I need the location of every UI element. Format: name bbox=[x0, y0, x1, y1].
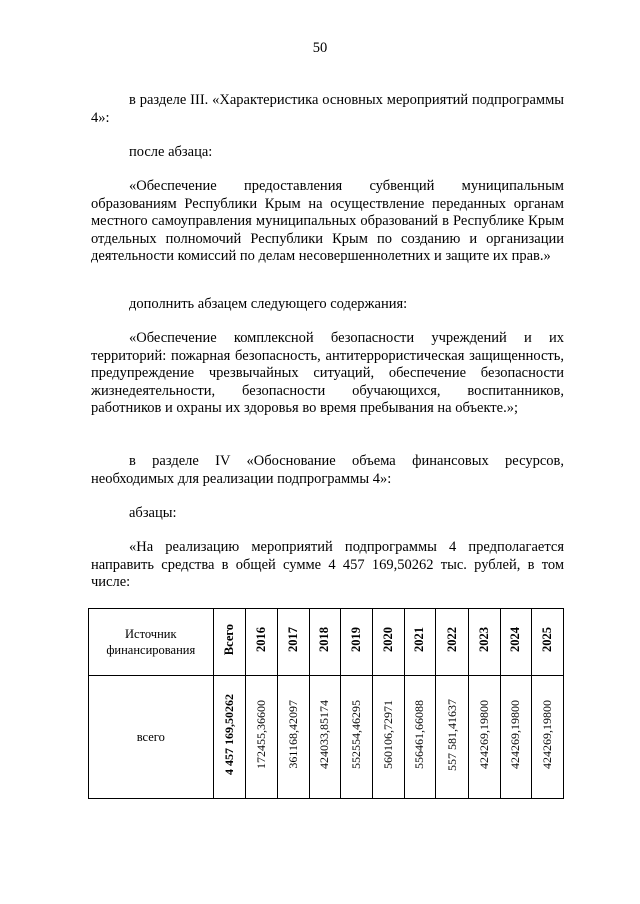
value-cell-2016: 172455,36600 bbox=[246, 676, 278, 799]
paragraph-after-clause: после абзаца: bbox=[129, 144, 213, 160]
year-header-2023: 2023 bbox=[468, 609, 500, 676]
year-header-2019: 2019 bbox=[341, 609, 373, 676]
year-header-2016: 2016 bbox=[246, 609, 278, 676]
paragraph-quoted-subventions: «Обеспечение предоставления субвенций муниципальным образованиям Республики Крым на осуществление переданных органам местного самоуправления муниципальных образований в Республике Крым отдельных полномочий Республики Крым по созданию и организации деятельности комиссий по делам несовершеннолетних и защите их прав.» bbox=[91, 178, 564, 264]
financing-table bbox=[88, 608, 564, 799]
value-cell-2019: 552554,46295 bbox=[341, 676, 373, 799]
value-cell-2017: 361168,42097 bbox=[277, 676, 309, 799]
total-value-cell bbox=[213, 676, 246, 799]
table-header-row bbox=[89, 609, 564, 676]
source-header: Источник финансирования bbox=[89, 609, 214, 676]
value-cell-2023: 424269,19800 bbox=[468, 676, 500, 799]
year-header-2024: 2024 bbox=[500, 609, 532, 676]
table-row bbox=[89, 676, 564, 799]
year-header-2021: 2021 bbox=[404, 609, 436, 676]
page-number: 50 bbox=[312, 40, 328, 56]
total-header bbox=[213, 609, 246, 676]
paragraph-section-3: в разделе III. «Характеристика основных мероприятий подпрограммы 4»: bbox=[91, 92, 564, 126]
paragraph-add-clause: дополнить абзацем следующего содержания: bbox=[129, 296, 408, 312]
value-cell-2018: 424033,85174 bbox=[309, 676, 341, 799]
year-header-2018: 2018 bbox=[309, 609, 341, 676]
year-header-2017: 2017 bbox=[277, 609, 309, 676]
value-cell-2020: 560106,72971 bbox=[372, 676, 404, 799]
value-cell-2022: 557 581,41637 bbox=[436, 676, 469, 799]
paragraph-quoted-security: «Обеспечение комплексной безопасности учреждений и их территорий: пожарная безопасность, антитеррористическая защищенность, предупреждение чрезвычайных ситуаций, обеспечение безопасности жизнедеятельности, безопасности обучающихся, воспитанников, работников и охраны их здоровья во время пребывания на объекте.»; bbox=[91, 330, 564, 416]
paragraph-clauses: абзацы: bbox=[129, 505, 177, 521]
paragraph-funding-intro: «На реализацию мероприятий подпрограммы 4 предполагается направить средства в общей сумме 4 457 169,50262 тыс. рублей, в том числе: bbox=[91, 539, 564, 590]
year-header-2025: 2025 bbox=[532, 609, 564, 676]
year-header-2022: 2022 bbox=[436, 609, 469, 676]
total-header-label: Всего bbox=[221, 623, 236, 656]
value-cell-2025: 424269,19800 bbox=[532, 676, 564, 799]
value-cell-2021: 556461,66088 bbox=[404, 676, 436, 799]
year-header-2020: 2020 bbox=[372, 609, 404, 676]
paragraph-section-4: в разделе IV «Обоснование объема финансовых ресурсов, необходимых для реализации подпрограммы 4»: bbox=[91, 453, 564, 487]
value-cell-2024: 424269,19800 bbox=[500, 676, 532, 799]
row-label: всего bbox=[89, 676, 214, 799]
total-value: 4 457 169,50262 bbox=[221, 694, 236, 775]
